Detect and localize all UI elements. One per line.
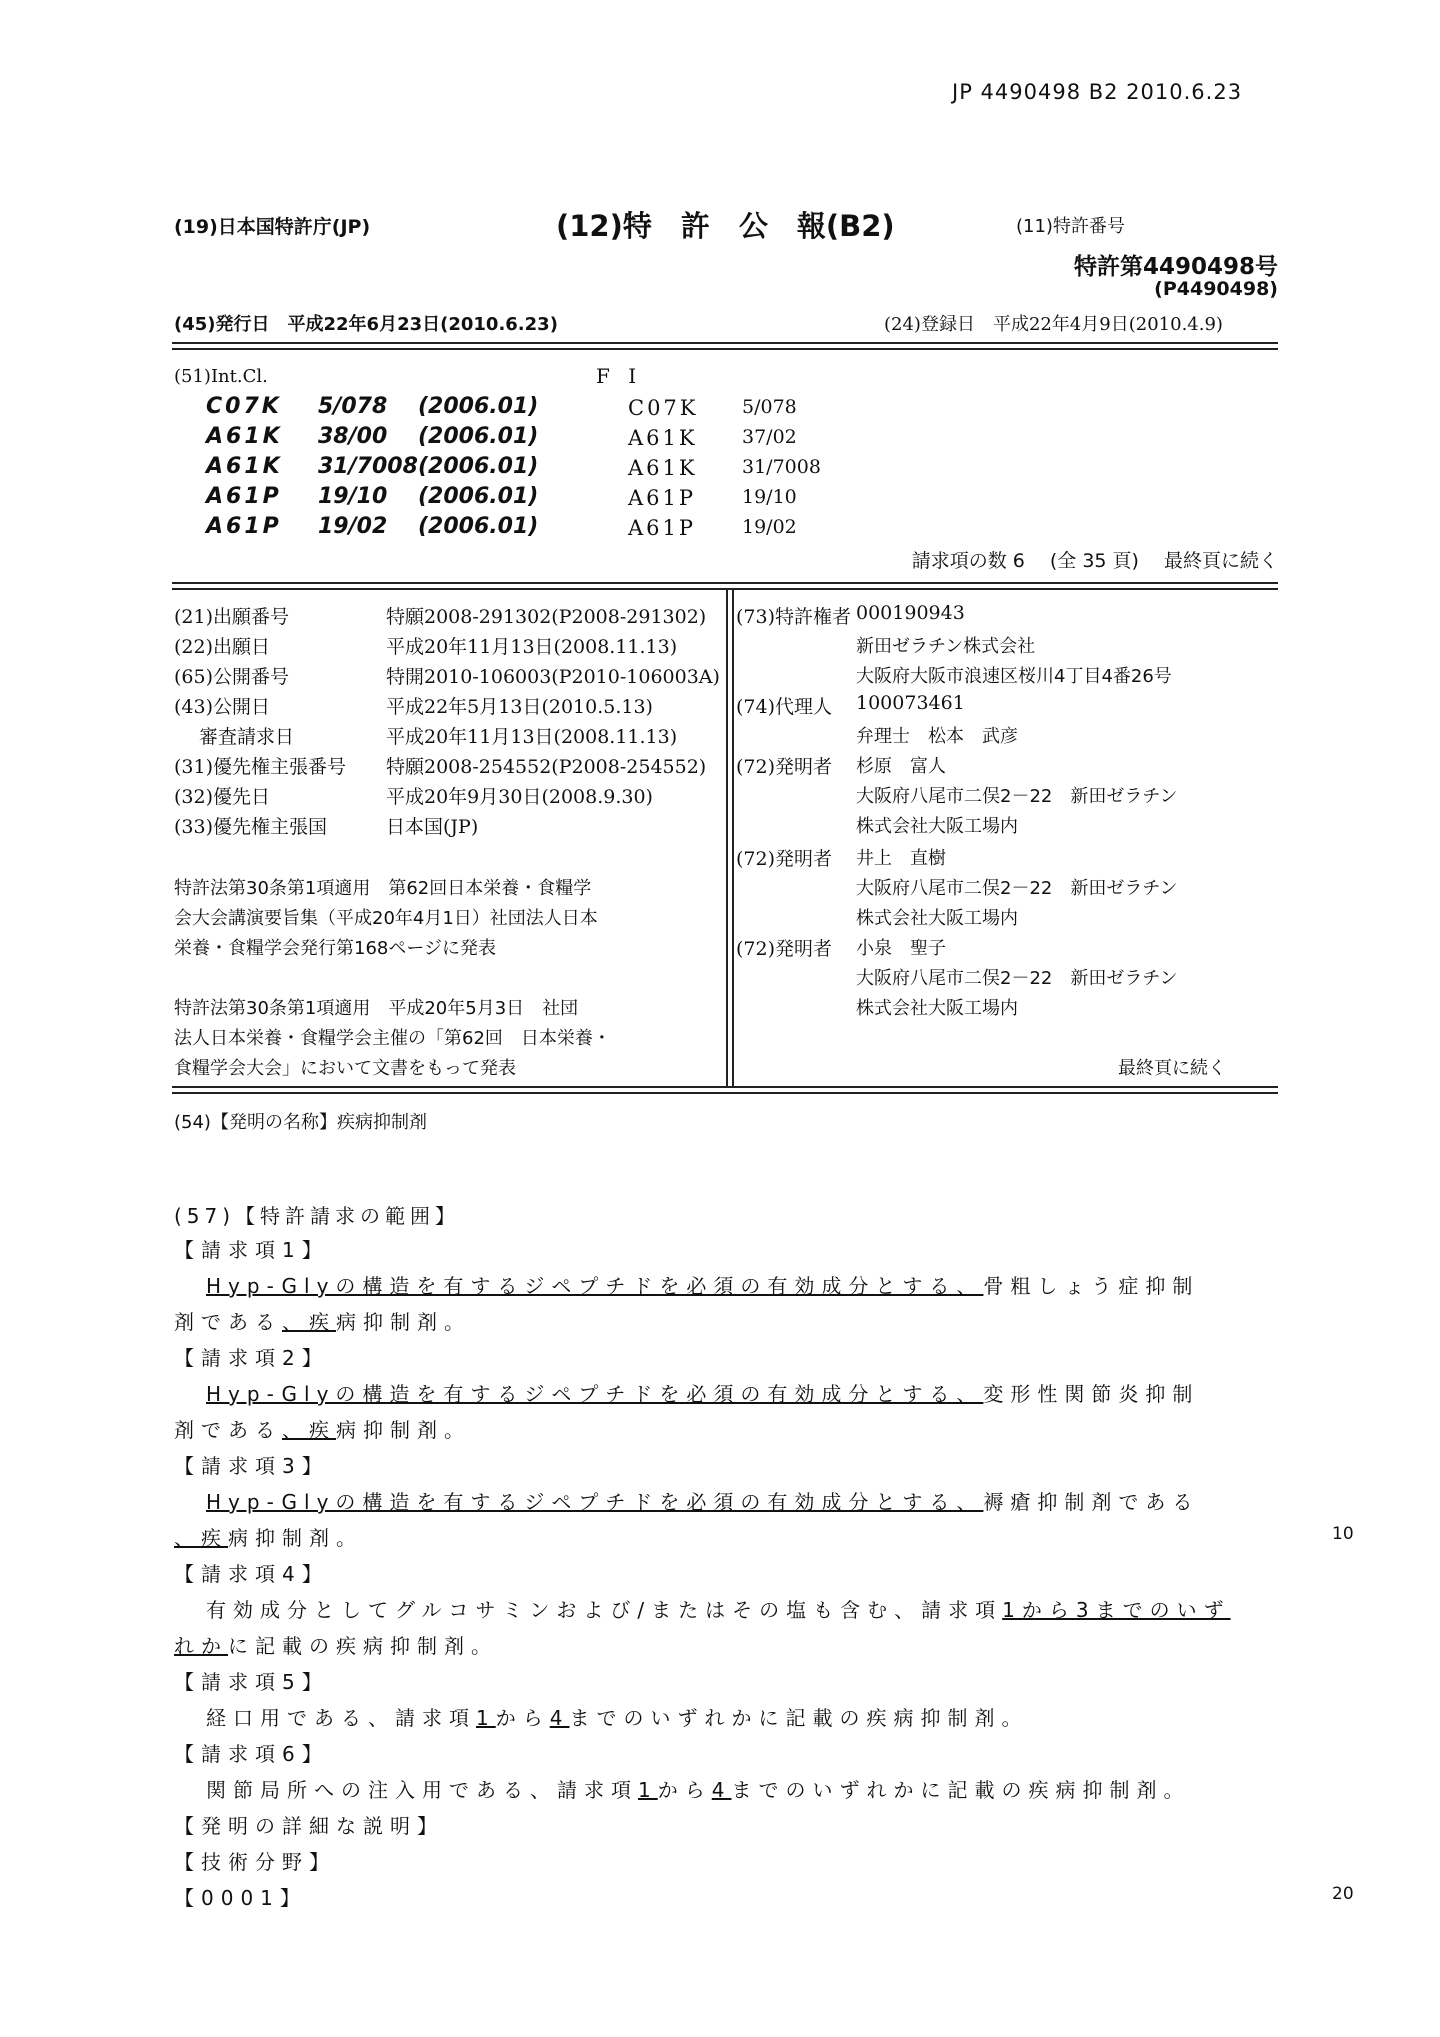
rule-top-double (172, 348, 1278, 350)
bib-value: 平成20年11月13日(2008.11.13) (386, 636, 678, 658)
claim-text-line (206, 1486, 1199, 1515)
claim-text-underlined: 、疾 (282, 1310, 336, 1334)
claim-text: までのいずれかに記載の疾病抑制剤。 (569, 1706, 1029, 1730)
rule-mid-double (172, 588, 1278, 590)
bib-label: (73)特許権者 (736, 606, 852, 628)
claim-text: までのいずれかに記載の疾病抑制剤。 (731, 1778, 1191, 1802)
line-number: 20 (1332, 1884, 1354, 1904)
claim-text-line (174, 1630, 498, 1659)
patent-number: 特許第4490498号 (1073, 254, 1278, 280)
claim-text-line (174, 1414, 471, 1443)
intcl-label: (51)Int.Cl. (174, 366, 268, 387)
bib-value: 井上 直樹 (856, 848, 946, 869)
bib-value: 株式会社大阪工場内 (856, 816, 1018, 837)
fi-label: F I (596, 364, 643, 388)
claim-text: から (495, 1706, 550, 1730)
patent-number-alt: (P4490498) (1154, 278, 1278, 300)
claim-text-line (174, 1522, 363, 1551)
patent-number-label: (11)特許番号 (1016, 216, 1125, 237)
claim-text-underlined: 1 (638, 1778, 658, 1802)
claim-text: 有効成分としてグルコサミンおよび/またはその塩も含む、請求項 (206, 1598, 1003, 1622)
fi-group: 19/10 (742, 486, 797, 508)
bib-label: (33)優先権主張国 (174, 816, 328, 838)
fi-code: A61P (628, 486, 697, 510)
claim-text-line (206, 1774, 1190, 1803)
bib-label: (31)優先権主張番号 (174, 756, 347, 778)
bib-value: 大阪府大阪市浪速区桜川4丁目4番26号 (856, 666, 1172, 687)
ipc-group: 38/00 (318, 424, 388, 449)
claim-text: 病抑制剤。 (336, 1310, 471, 1334)
document-id: JP 4490498 B2 2010.6.23 (952, 80, 1243, 104)
bib-value: 杉原 富人 (856, 756, 946, 777)
claim-text: に記載の疾病抑制剤。 (228, 1634, 498, 1658)
registration-date: (24)登録日 平成22年4月9日(2010.4.9) (884, 314, 1223, 335)
claim-text-line (206, 1270, 1199, 1299)
claim-text-underlined: 、疾 (174, 1526, 228, 1550)
fi-group: 19/02 (742, 516, 797, 538)
bib-label: (72)発明者 (736, 756, 833, 778)
bib-value: 新田ゼラチン株式会社 (856, 636, 1036, 657)
continued-note: 最終頁に続く (1118, 1058, 1226, 1079)
claim-heading: 【請求項6】 (174, 1742, 329, 1766)
claim-text-line (174, 1306, 471, 1335)
fi-code: A61K (628, 456, 698, 480)
rule-bottom-double (172, 1092, 1278, 1094)
claim-heading: 【請求項3】 (174, 1454, 329, 1478)
claim-text: から (657, 1778, 712, 1802)
claim-text-underlined: Hyp-Glyの構造を有するジペプチドを必須の有効成分とする、 (206, 1382, 984, 1406)
claims-count: 請求項の数 6 (全 35 頁) 最終頁に続く (911, 550, 1278, 572)
ipc-code: A61P (206, 514, 282, 539)
bib-value: 平成20年11月13日(2008.11.13) (386, 726, 678, 748)
bib-label: (74)代理人 (736, 696, 833, 718)
claim-text-underlined: 4 (549, 1706, 570, 1730)
exception-line: 法人日本栄養・食糧学会主催の「第62回 日本栄養・ (174, 1028, 611, 1049)
invention-title: (54)【発明の名称】疾病抑制剤 (174, 1112, 427, 1133)
bib-value: 大阪府八尾市二俣2－22 新田ゼラチン (856, 786, 1178, 807)
bib-label: (72)発明者 (736, 938, 833, 960)
claim-text: 剤である (174, 1418, 282, 1442)
ipc-version: (2006.01) (418, 424, 539, 449)
bib-label: (65)公開番号 (174, 666, 290, 688)
bib-value: 特開2010-106003(P2010-106003A) (386, 666, 720, 688)
bib-value: 000190943 (856, 602, 965, 624)
fi-code: C07K (628, 396, 699, 420)
rule-top (172, 342, 1278, 344)
bib-value: 大阪府八尾市二俣2－22 新田ゼラチン (856, 968, 1178, 989)
ipc-code: A61K (206, 454, 283, 479)
ipc-group: 19/02 (318, 514, 388, 539)
bib-value: 100073461 (856, 692, 965, 714)
claim-text-line (206, 1702, 1028, 1731)
fi-group: 5/078 (742, 396, 797, 418)
claim-text-line (206, 1378, 1199, 1407)
claims-heading: (57)【特許請求の範囲】 (174, 1204, 461, 1228)
bib-label: (22)出願日 (174, 636, 271, 658)
description-heading: 【発明の詳細な説明】 (174, 1814, 444, 1838)
bib-value: 平成20年9月30日(2008.9.30) (386, 786, 653, 808)
bib-value: 小泉 聖子 (856, 938, 946, 959)
claim-text: 病抑制剤。 (228, 1526, 363, 1550)
ipc-code: A61K (206, 424, 283, 449)
claim-text: 関節局所への注入用である、請求項 (206, 1778, 638, 1802)
ipc-group: 19/10 (318, 484, 388, 509)
exception-line: 栄養・食糧学会発行第168ページに発表 (174, 938, 496, 959)
claim-text-underlined: 、疾 (282, 1418, 336, 1442)
ipc-group: 5/078 (318, 394, 388, 419)
publication-kind: (12)特 許 公 報(B2) (556, 209, 895, 243)
bib-value: 日本国(JP) (386, 816, 479, 838)
ipc-version: (2006.01) (418, 394, 539, 419)
ipc-version: (2006.01) (418, 484, 539, 509)
ipc-code: C07K (206, 394, 282, 419)
claim-text-underlined: Hyp-Glyの構造を有するジペプチドを必須の有効成分とする、 (206, 1274, 984, 1298)
exception-line: 会大会講演要旨集（平成20年4月1日）社団法人日本 (174, 908, 598, 929)
claim-text: 病抑制剤。 (336, 1418, 471, 1442)
line-number: 10 (1332, 1524, 1354, 1544)
claim-text-underlined: Hyp-Glyの構造を有するジペプチドを必須の有効成分とする、 (206, 1490, 984, 1514)
claim-text: 褥瘡抑制剤である (983, 1490, 1200, 1514)
claim-text: 変形性関節炎抑制 (983, 1382, 1200, 1406)
bib-label: (43)公開日 (174, 696, 271, 718)
ipc-code: A61P (206, 484, 282, 509)
claim-text: 骨粗しょう症抑制 (983, 1274, 1200, 1298)
ipc-group: 31/7008 (318, 454, 418, 479)
exception-line: 特許法第30条第1項適用 第62回日本栄養・食糧学 (174, 878, 592, 899)
claim-text-underlined: 1 (476, 1706, 496, 1730)
bib-value: 株式会社大阪工場内 (856, 908, 1018, 929)
bib-label: (32)優先日 (174, 786, 271, 808)
claim-text: 経口用である、請求項 (206, 1706, 476, 1730)
fi-code: A61K (628, 426, 698, 450)
claim-text-underlined: 4 (711, 1778, 732, 1802)
claim-heading: 【請求項4】 (174, 1562, 329, 1586)
claim-text-underlined: 1から3までのいず (1002, 1598, 1231, 1622)
bib-label: (72)発明者 (736, 848, 833, 870)
issue-date: (45)発行日 平成22年6月23日(2010.6.23) (174, 314, 558, 335)
rule-mid (172, 582, 1278, 584)
bib-value: 平成22年5月13日(2010.5.13) (386, 696, 653, 718)
fi-group: 37/02 (742, 426, 797, 448)
claim-text-line (206, 1594, 1231, 1623)
technical-field-heading: 【技術分野】 (174, 1850, 336, 1874)
column-divider-double (732, 590, 734, 1086)
claim-text-underlined: れか (174, 1634, 228, 1658)
claim-heading: 【請求項5】 (174, 1670, 329, 1694)
ipc-version: (2006.01) (418, 454, 539, 479)
rule-bottom (172, 1086, 1278, 1088)
issuing-office: (19)日本国特許庁(JP) (174, 216, 371, 238)
bib-value: 大阪府八尾市二俣2－22 新田ゼラチン (856, 878, 1178, 899)
bib-value: 弁理士 松本 武彦 (856, 726, 1018, 747)
claim-heading: 【請求項1】 (174, 1238, 329, 1262)
bib-value: 特願2008-254552(P2008-254552) (386, 756, 707, 778)
bib-label: 審査請求日 (174, 726, 295, 748)
paragraph-number: 【0001】 (174, 1886, 307, 1910)
bib-value: 特願2008-291302(P2008-291302) (386, 606, 707, 628)
exception-line: 食糧学会大会」において文書をもって発表 (174, 1058, 516, 1079)
bib-label: (21)出願番号 (174, 606, 290, 628)
bib-value: 株式会社大阪工場内 (856, 998, 1018, 1019)
ipc-version: (2006.01) (418, 514, 539, 539)
fi-group: 31/7008 (742, 456, 821, 478)
claim-text: 剤である (174, 1310, 282, 1334)
claim-heading: 【請求項2】 (174, 1346, 329, 1370)
exception-line: 特許法第30条第1項適用 平成20年5月3日 社団 (174, 998, 579, 1019)
column-divider (726, 590, 728, 1086)
fi-code: A61P (628, 516, 697, 540)
